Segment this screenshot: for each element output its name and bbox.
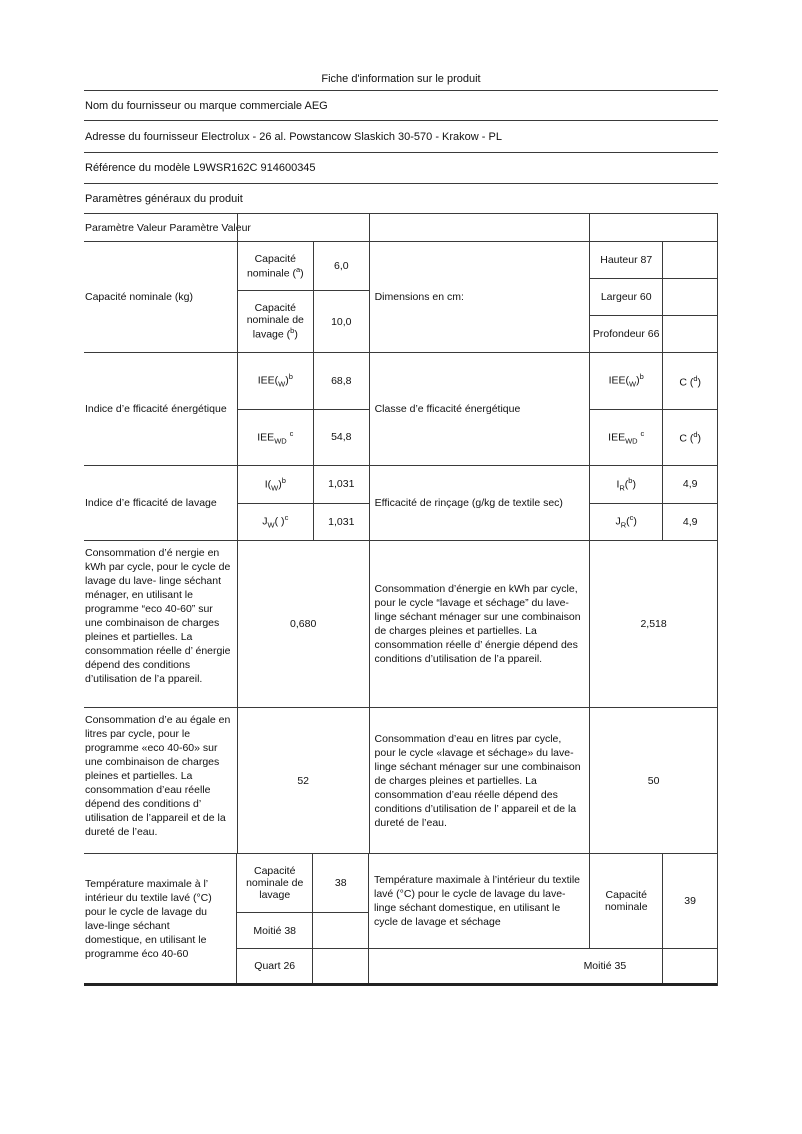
temperature-section [84,854,717,986]
param-header-spacer-3 [589,214,717,241]
temperature-left-row-2 [237,913,368,949]
energy-consumption-left-value: 0,680 [237,541,369,707]
param-header-spacer-2 [369,214,590,241]
energy-class-w-row [590,353,717,410]
supplier-row: Nom du fournisseur ou marque commerciale AEG [84,90,718,120]
temperature-left-row3-label: Quart 26 [254,960,296,972]
dimension-width: Largeur 60 [600,291,652,303]
capacity-row-label: Capacité nominale (kg) [85,291,193,303]
energy-consumption-right-value: 2,518 [589,541,717,707]
energy-index-wd-symbol: $IEE_{WD}$ $^c$ [257,428,294,446]
temperature-right-text: Température maximale à l’intérieur du textile lavé (°C) pour le cycle de lavage du lave-linge séchant domestique, en utilisant le cycle de lavage et séchage [374,874,581,928]
parameters-table [84,213,718,986]
param-value-header-text: Paramètre Valeur Paramètre Valeur [85,221,251,234]
param-value-header-row [84,214,717,242]
dimension-height-empty-cell [662,242,717,278]
wash-index-symbol-1: $I(_W)^b$ [264,475,286,493]
water-consumption-right-value: 50 [589,708,717,853]
temperature-right-row2-empty-cell [662,949,717,983]
energy-efficiency-section [84,353,717,466]
temperature-left-subtable [236,854,368,983]
rinse-value-2: 4,9 [662,504,717,541]
wash-index-row-1 [238,466,369,504]
rinse-row-1 [590,466,717,504]
wash-index-subtable [237,466,369,540]
capacity-total-row [238,242,369,291]
capacity-section [84,242,717,353]
capacity-wash-label: Capacité nominale de lavage ($^b$) [246,302,304,341]
dimension-depth-empty-cell [662,316,717,352]
temperature-left-row3-empty-cell [312,949,368,983]
energy-class-wd-row [590,410,717,466]
temperature-left-row1-label: Capacité nominale de lavage [246,865,304,901]
capacity-wash-row [238,291,369,352]
energy-class-wd-symbol: $IEE_{WD}$ $^c$ [608,428,645,446]
energy-index-w-symbol: $IEE(_W)^b$ [257,372,293,390]
temperature-right-row-2 [369,949,717,983]
temperature-left-row2-label: Moitié 38 [253,924,297,937]
temperature-right-row2-label: Moitié 35 [583,960,627,972]
temperature-right-row-1 [369,854,717,949]
wash-index-symbol-2: $J_W$( )$^c$ [262,513,289,531]
temperature-right-subtable [368,854,717,983]
dimension-depth: Profondeur 66 [592,328,660,340]
energy-class-subtable [589,353,717,465]
capacity-wash-value: 10,0 [313,291,369,352]
energy-class-w-value: C ($^d$) [662,353,717,409]
address-row: Adresse du fournisseur Electrolux - 26 al. Powstancow Slaskich 30-570 - Krakow - PL [84,120,718,152]
capacity-subtable [237,242,369,352]
water-consumption-left-text: Consommation d’e au égale en litres par cycle, pour le programme «eco 40-60» sur une combinaison de charges pleines et partielles. La consommation d’eau réelle dépend des conditions d’ utilisation de l’appareil et de la dureté de l’eau. [85,714,231,838]
dimensions-label: Dimensions en cm: [369,242,589,352]
rinse-subtable [589,466,717,540]
dimension-width-empty-cell [662,279,717,315]
model-reference-row: Référence du modèle L9WSR162C 914600345 [84,152,718,183]
rinse-symbol-2: $J_R(^c)$ [615,513,637,531]
rinse-efficiency-label: Efficacité de rinçage (g/kg de textile sec) [369,466,589,540]
capacity-total-value: 6,0 [313,242,369,290]
param-header-spacer-1 [237,214,369,241]
temperature-left-row-1 [237,854,368,913]
energy-index-w-row [238,353,369,410]
energy-consumption-left-text: Consommation d’é nergie en kWh par cycle, pour le cycle de lavage du lave- linge séchant ménager, en utilisant le programme “eco 40-60” sur une combinaison de charges pleines et partielles. La consommation réelle d’ énergie dépend des conditions d’utilisation de l’a ppareil. [85,547,231,685]
energy-index-subtable [237,353,369,465]
dimension-width-row [590,279,717,316]
rinse-row-2 [590,504,717,541]
temperature-left-row2-empty-cell [312,913,368,948]
energy-class-label: Classe d’e fficacité énergétique [369,353,589,465]
temperature-left-row-3 [237,949,368,983]
water-consumption-section [84,708,717,854]
wash-index-value-1: 1,031 [313,466,369,503]
temperature-left-row1-value: 38 [312,854,368,912]
dimension-height-row [590,242,717,279]
wash-index-value-2: 1,031 [313,504,369,541]
general-parameters-row: Paramètres généraux du produit [84,183,718,213]
temperature-right-row1-label: Capacité nominale [589,854,662,948]
energy-index-wd-row [238,410,369,466]
energy-index-w-value: 68,8 [313,353,369,409]
dimension-depth-row [590,316,717,352]
energy-class-wd-value: C ($^d$) [662,410,717,466]
wash-efficiency-section [84,466,717,541]
wash-index-row-2 [238,504,369,541]
dimensions-subtable [589,242,717,352]
temperature-left-text: Température maximale à l’ intérieur du textile lavé (°C) pour le cycle de lavage du lave-linge séchant domestique, en utilisant le programme éco 40-60 [85,877,212,960]
rinse-symbol-1: $I_R(^b)$ [616,475,636,493]
dimension-height: Hauteur 87 [600,254,653,266]
energy-consumption-section [84,541,717,708]
water-consumption-left-value: 52 [237,708,369,853]
water-consumption-right-text: Consommation d’eau en litres par cycle, pour le cycle «lavage et séchage» du lave-linge séchant ménager sur une combinaison de charges pleines et partielles. La consommation d’eau réelle dépend des conditions d’utilisation de l’ appareil et de la dureté de l’eau. [369,708,590,853]
energy-class-w-symbol: $IEE(_W)^b$ [608,372,644,390]
rinse-value-1: 4,9 [662,466,717,503]
temperature-right-row1-value: 39 [662,854,717,948]
energy-index-wd-value: 54,8 [313,410,369,466]
capacity-total-label: Capacité nominale ($^a$) [246,252,304,280]
wash-index-label: Indice d’e fficacité de lavage [85,497,217,509]
energy-consumption-right-text: Consommation d’énergie en kWh par cycle, pour le cycle “lavage et séchage” du lave-linge séchant ménager sur une combinaison de charges pleines et partielles. La consommation réelle d’ énergie dépend des conditions d’utilisation de l’a ppareil. [369,541,590,707]
page-title: Fiche d'information sur le produit [321,73,481,85]
energy-index-label: Indice d’e fficacité énergétique [85,403,227,415]
